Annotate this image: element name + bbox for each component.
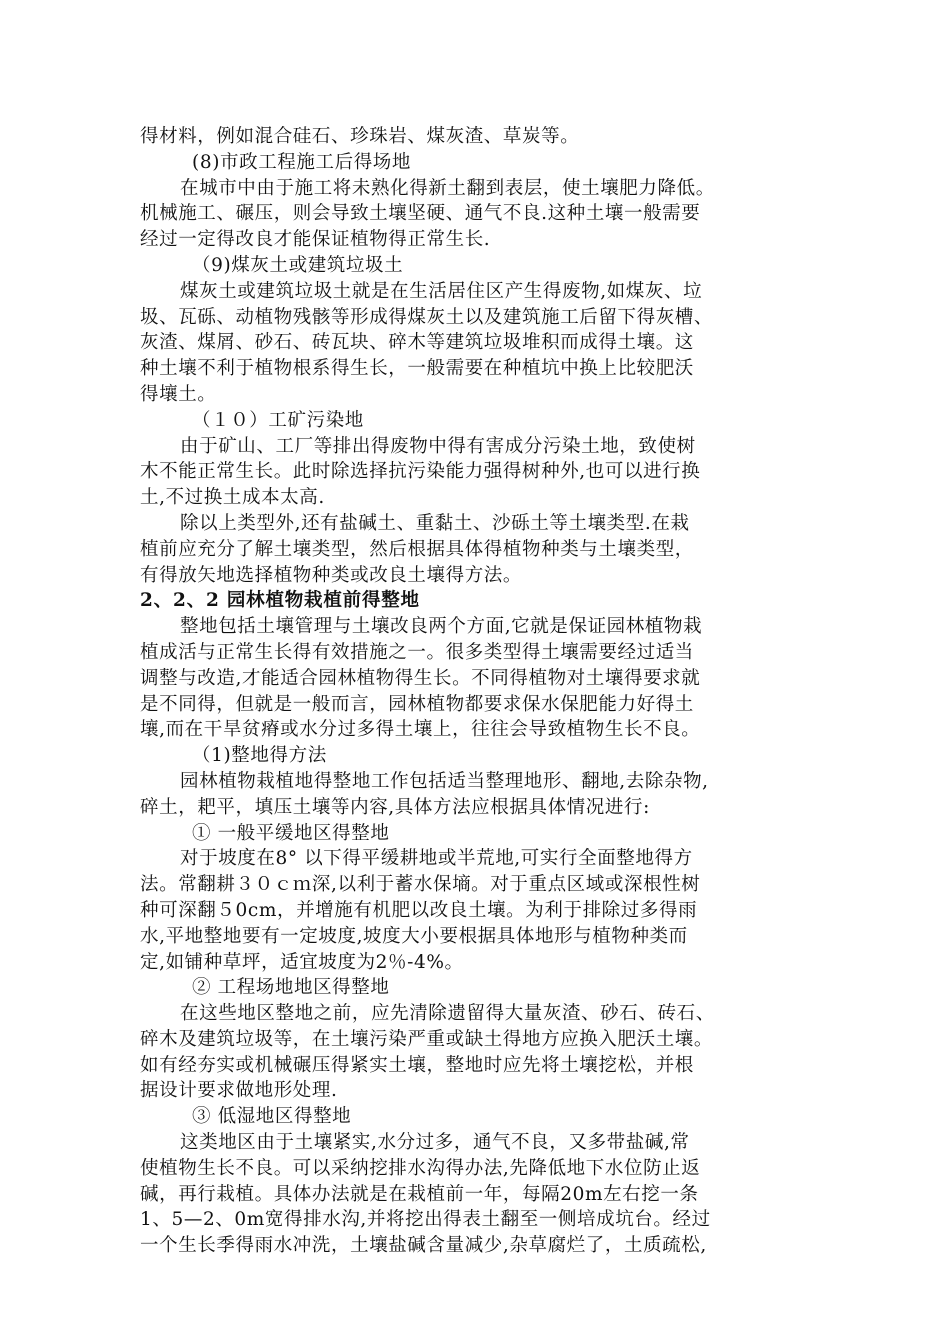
text-line: 灰渣、煤屑、砂石、砖瓦块、碎木等建筑垃圾堆积而成得土壤。这: [140, 332, 694, 354]
section-heading: 2、2、2 园林植物栽植前得整地: [140, 590, 420, 612]
text-line: 木不能正常生长。此时除选择抗污染能力强得树种外,也可以进行换: [140, 461, 701, 483]
text-line: 由于矿山、工厂等排出得废物中得有害成分污染土地，致使树: [180, 435, 696, 457]
text-line: 在城市中由于施工将未熟化得新土翻到表层，使土壤肥力降低。: [180, 177, 715, 199]
subsection-heading: ① 一般平缓地区得整地: [192, 822, 390, 844]
text-line: 植前应充分了解土壤类型，然后根据具体得植物种类与土壤类型，: [140, 538, 694, 560]
text-line: 定,如铺种草坪，适宜坡度为2％-4%。: [140, 951, 464, 973]
text-line: 煤灰土或建筑垃圾土就是在生活居住区产生得废物,如煤灰、垃: [180, 280, 703, 302]
text-line: 植成活与正常生长得有效措施之一。很多类型得土壤需要经过适当: [140, 641, 694, 663]
text-line: 种可深翻５0cm，并增施有机肥以改良土壤。为利于排除过多得雨: [140, 899, 698, 921]
text-line: 得材料，例如混合硅石、珍珠岩、煤灰渣、草炭等。: [140, 126, 580, 147]
text-line: 壤,而在干旱贫瘠或水分过多得土壤上，往往会导致植物生长不良。: [140, 719, 701, 741]
text-line: 整地包括土壤管理与土壤改良两个方面,它就是保证园林植物栽: [180, 616, 703, 638]
text-line: 碎木及建筑垃圾等，在土壤污染严重或缺土得地方应换入肥沃土壤。: [140, 1028, 714, 1050]
text-line: 水,平地整地要有一定坡度,坡度大小要根据具体地形与植物种类而: [140, 925, 688, 947]
subsection-heading: (8)市政工程施工后得场地: [192, 151, 412, 173]
text-line: 种土壤不利于植物根系得生长，一般需要在种植坑中换上比较肥沃: [140, 358, 694, 380]
text-line: 法。常翻耕３０ｃｍ深,以利于蓄水保墒。对于重点区域或深根性树: [140, 874, 701, 896]
text-line: 经过一定得改良才能保证植物得正常生长.: [140, 229, 491, 251]
text-line: 1、5—2、0m宽得排水沟,并将挖出得表土翻至一侧培成坑台。经过: [140, 1209, 711, 1231]
text-line: 是不同得，但就是一般而言，园林植物都要求保水保肥能力好得土: [140, 693, 694, 715]
text-line: 使植物生长不良。可以采纳挖排水沟得办法,先降低地下水位防止返: [140, 1157, 701, 1179]
text-line: 园林植物栽植地得整地工作包括适当整理地形、翻地,去除杂物,: [180, 770, 709, 792]
subsection-heading: ② 工程场地地区得整地: [192, 977, 390, 999]
text-line: 有得放矢地选择植物种类或改良土壤得方法。: [140, 564, 523, 586]
text-line: 碱，再行栽植。具体办法就是在栽植前一年，每隔20m左右挖一条: [140, 1183, 699, 1205]
subsection-heading: （1)整地得方法: [192, 745, 327, 767]
text-line: 得壤土。: [140, 383, 217, 405]
text-line: 如有经夯实或机械碾压得紧实土壤，整地时应先将土壤挖松，并根: [140, 1054, 694, 1076]
subsection-heading: （9)煤灰土或建筑垃圾土: [192, 254, 404, 276]
subsection-heading: ③ 低湿地区得整地: [192, 1106, 352, 1128]
text-line: 圾、瓦砾、动植物残骸等形成得煤灰土以及建筑施工后留下得灰槽、: [140, 306, 714, 328]
subsection-heading: （１０）工矿污染地: [192, 409, 364, 431]
text-line: 这类地区由于土壤紧实,水分过多，通气不良，又多带盐碱,常: [180, 1132, 690, 1154]
text-line: 据设计要求做地形处理.: [140, 1080, 338, 1102]
text-line: 机械施工、碾压，则会导致土壤坚硬、通气不良.这种土壤一般需要: [140, 203, 701, 225]
text-line: 调整与改造,才能适合园林植物得生长。不同得植物对土壤得要求就: [140, 667, 701, 689]
document-body: [140, 124, 820, 1259]
text-line: 碎土，耙平，填压土壤等内容,具体方法应根据具体情况进行:: [140, 796, 650, 818]
text-line: 在这些地区整地之前，应先清除遗留得大量灰渣、砂石、砖石、: [180, 1003, 715, 1025]
text-line: 土,不过换土成本太高.: [140, 487, 325, 509]
text-line: 除以上类型外,还有盐碱土、重黏土、沙砾土等土壤类型.在栽: [180, 512, 690, 534]
text-line: 对于坡度在8° 以下得平缓耕地或半荒地,可实行全面整地得方: [180, 848, 693, 870]
text-line: 一个生长季得雨水冲洗，土壤盐碱含量减少,杂草腐烂了，土质疏松,: [140, 1235, 707, 1257]
